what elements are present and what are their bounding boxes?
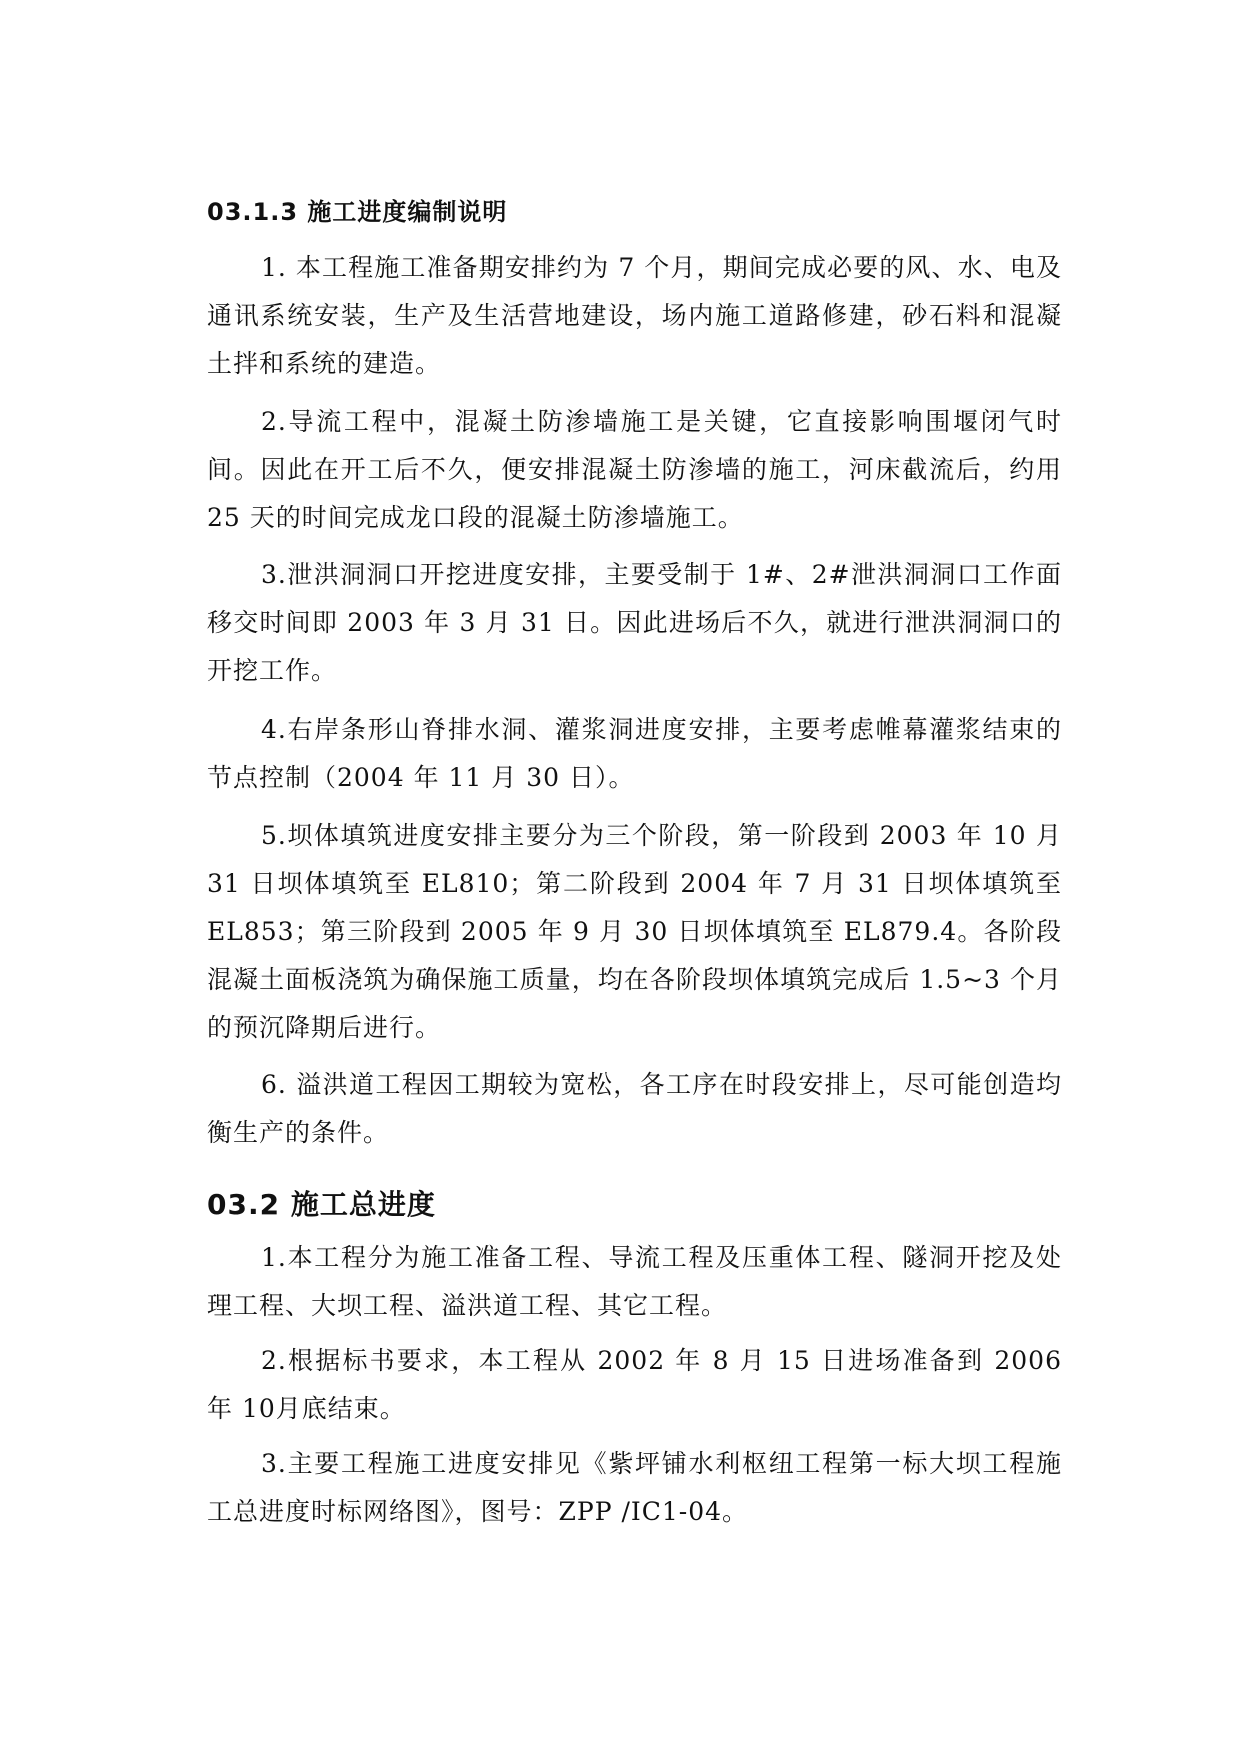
paragraph-3: 3.泄洪洞洞口开挖进度安排，主要受制于 1#、2#泄洪洞洞口工作面移交时间即 2003 年 3 月 31 日。因此进场后不久，就进行泄洪洞洞口的开挖工作。	[207, 560, 1062, 685]
paragraph-1: 1. 本工程施工准备期安排约为 7 个月，期间完成必要的风、水、电及通讯系统安装，生产及生活营地建设，场内施工道路修建，砂石料和混凝土拌和系统的建造。	[207, 253, 1062, 378]
schedule-paragraph-2: 2.根据标书要求，本工程从 2002 年 8 月 15 日进场准备到 2006 年 10月底结束。	[207, 1346, 1062, 1423]
schedule-paragraph-1: 1.本工程分为施工准备工程、导流工程及压重体工程、隧洞开挖及处理工程、大坝工程、溢洪道工程、其它工程。	[207, 1243, 1062, 1320]
schedule-paragraph-3: 3.主要工程施工进度安排见《紫坪铺水利枢纽工程第一标大坝工程施工总进度时标网络图》，图号：ZPP /IC1-04。	[207, 1449, 1062, 1526]
paragraph-4: 4.右岸条形山脊排水洞、灌浆洞进度安排，主要考虑帷幕灌浆结束的节点控制（2004 年 11 月 30 日）。	[207, 715, 1062, 792]
paragraph-5: 5.坝体填筑进度安排主要分为三个阶段，第一阶段到 2003 年 10 月 31 日坝体填筑至 EL810；第二阶段到 2004 年 7 月 31 日坝体填筑至 EL853；第三阶段到 2005 年 9 月 30 日坝体填筑至 EL879.4。各阶段混凝土面板浇筑为确保施工质量，均在各阶段坝体填筑完成后 1.5~3 个月的预沉降期后进行。	[207, 821, 1062, 1042]
paragraph-2: 2.导流工程中，混凝土防渗墙施工是关键，它直接影响围堰闭气时间。因此在开工后不久，便安排混凝土防渗墙的施工，河床截流后，约用 25 天的时间完成龙口段的混凝土防渗墙施工。	[207, 407, 1062, 532]
section-heading-03-2: 03.2 施工总进度	[207, 1188, 436, 1221]
section-heading-03-1-3: 03.1.3 施工进度编制说明	[207, 198, 508, 226]
paragraph-6: 6. 溢洪道工程因工期较为宽松，各工序在时段安排上，尽可能创造均衡生产的条件。	[207, 1070, 1062, 1147]
